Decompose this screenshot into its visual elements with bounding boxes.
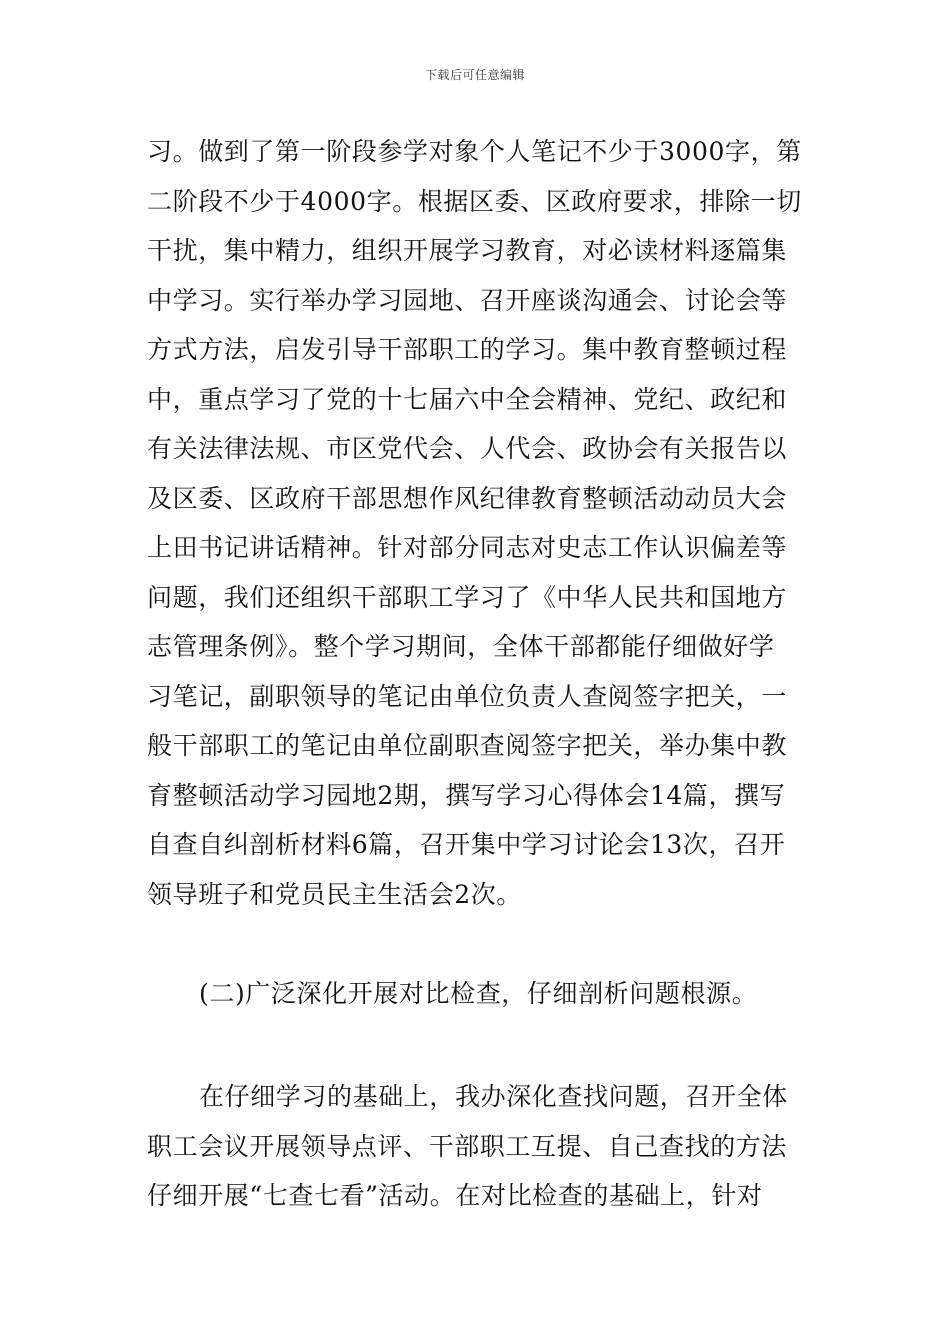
- text-line: 志管理条例》。整个学习期间，全体干部都能仔细做好学: [147, 632, 775, 661]
- text-line: 职工会议开展领导点评、干部职工互提、自己查找的方法: [147, 1131, 788, 1161]
- text-line: 中学习。实行举办学习园地、召开座谈沟通会、讨论会等: [147, 285, 788, 315]
- paragraph-study-summary: [147, 127, 807, 919]
- text-line: 在仔细学习的基础上，我办深化查找问题，召开全体: [199, 1082, 788, 1111]
- text-line: 干扰，集中精力，组织开展学习教育，对必读材料逐篇集: [147, 236, 788, 265]
- text-line: 习笔记，副职领导的笔记由单位负责人查阅签字把关，一: [147, 681, 788, 711]
- text-line: 育整顿活动学习园地2期，撰写学习心得体会14篇，撰写: [147, 780, 786, 810]
- text-line: 中，重点学习了党的十七届六中全会精神、党纪、政纪和: [147, 384, 788, 414]
- text-line: 方式方法，启发引导干部职工的学习。集中教育整顿过程: [147, 335, 788, 364]
- text-line: 习。做到了第一阶段参学对象个人笔记不少于3000字，第: [147, 137, 802, 166]
- paragraph-comparison-check: [147, 1072, 807, 1221]
- text-line: 有关法律法规、市区党代会、人代会、政协会有关报告以: [147, 434, 788, 463]
- text-line: 二阶段不少于4000字。根据区委、区政府要求，排除一切: [147, 186, 802, 216]
- text-line: 自查自纠剖析材料6篇，召开集中学习讨论会13次，召开: [147, 830, 786, 859]
- text-line: 仔细开展“七查七看”活动。在对比检查的基础上，针对: [147, 1181, 763, 1210]
- section-heading-text: (二)广泛深化开展对比检查，仔细剖析问题根源。: [199, 979, 758, 1008]
- section-heading: [147, 969, 807, 1019]
- text-line: 上田书记讲话精神。针对部分同志对史志工作认识偏差等: [147, 533, 788, 562]
- text-line: 般干部职工的笔记由单位副职查阅签字把关，举办集中教: [147, 731, 788, 760]
- text-line: 问题，我们还组织干部职工学习了《中华人民共和国地方: [147, 582, 788, 612]
- text-line: 领导班子和党员民主生活会2次。: [147, 879, 522, 909]
- text-line: 及区委、区政府干部思想作风纪律教育整顿活动动员大会: [147, 483, 788, 513]
- page-header: 下载后可任意编辑: [424, 68, 525, 82]
